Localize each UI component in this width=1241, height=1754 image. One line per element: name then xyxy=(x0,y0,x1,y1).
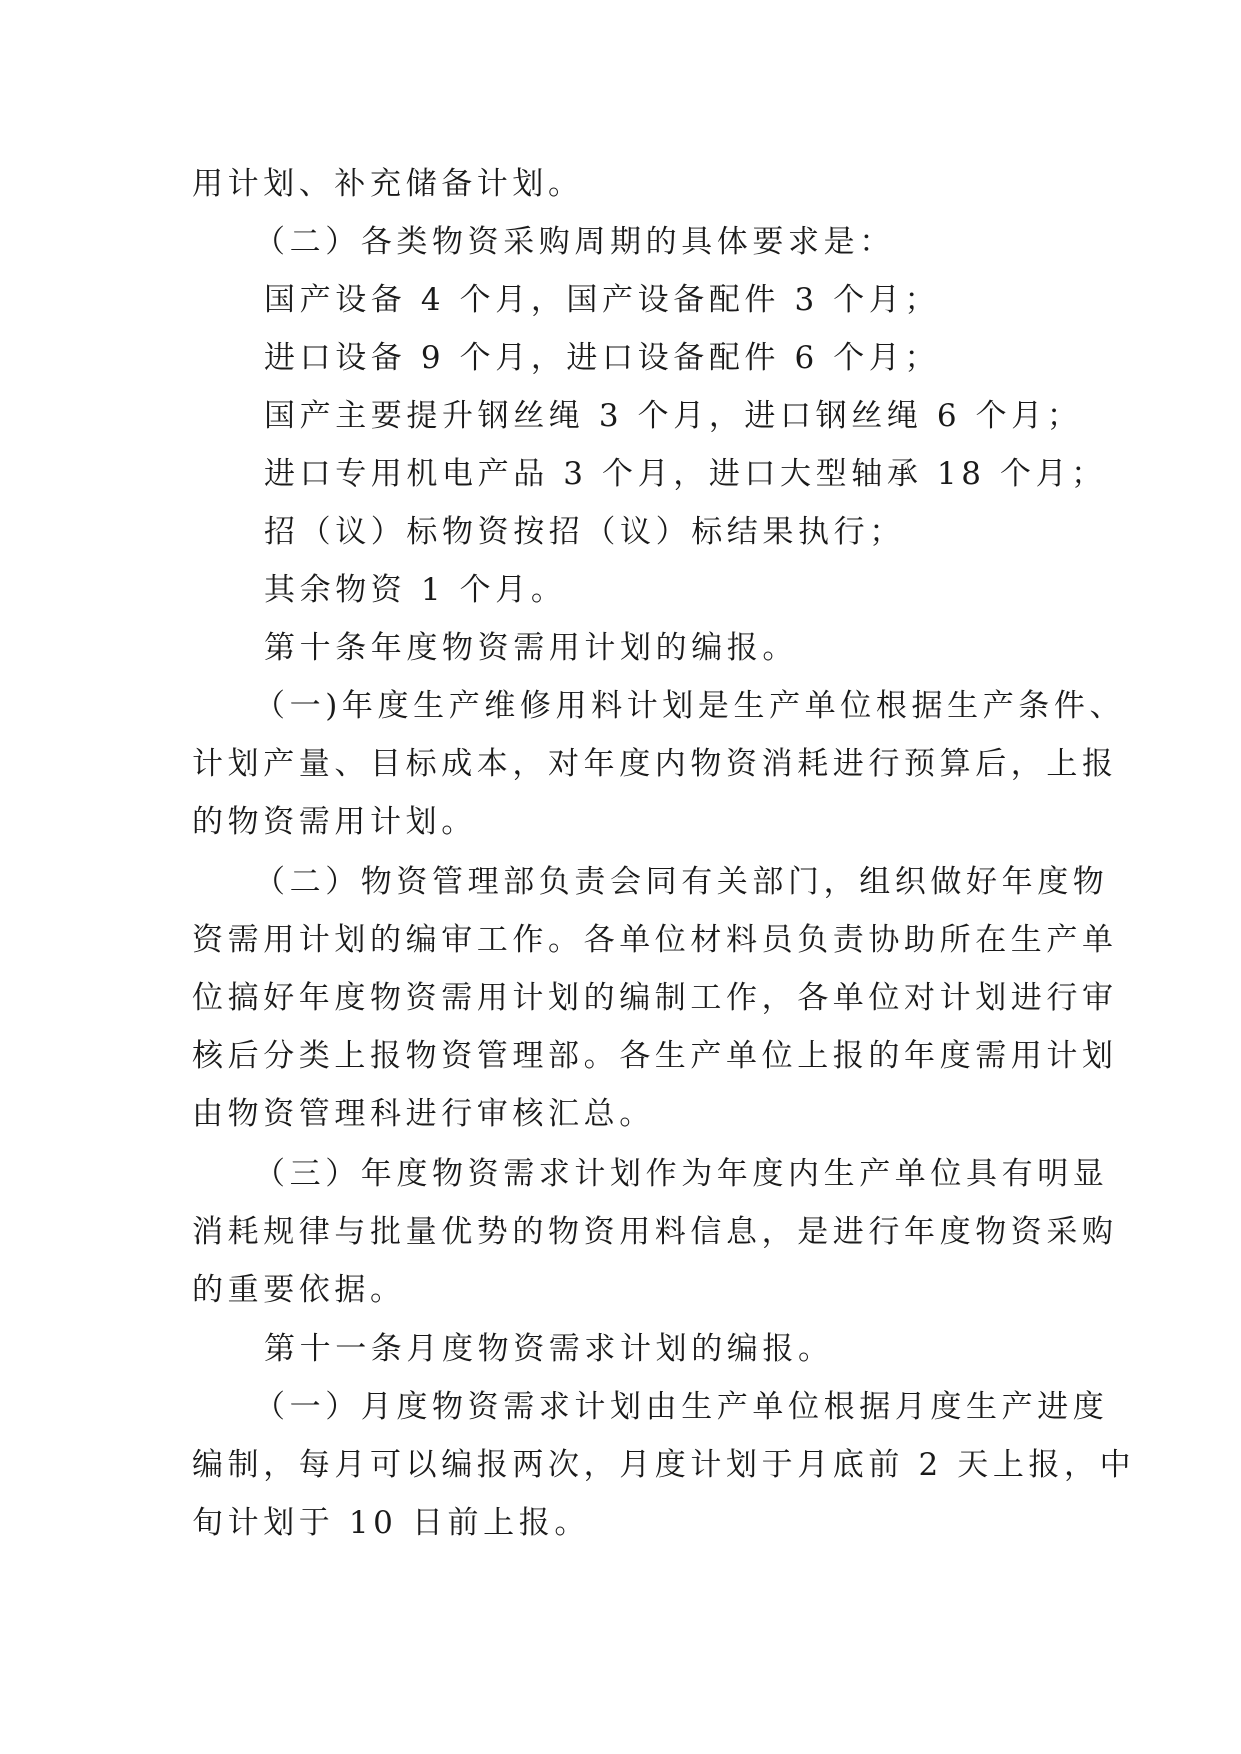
text-line: 国产设备 4 个月，国产设备配件 3 个月； xyxy=(264,282,941,318)
article-heading xyxy=(192,1320,1058,1378)
paragraph xyxy=(192,155,1058,213)
paragraph xyxy=(192,213,1058,271)
text-line: （二）物资管理部负责会同有关部门，组织做好年度物 xyxy=(254,864,1109,900)
paragraph xyxy=(192,853,1118,1143)
paragraph xyxy=(192,445,1107,503)
text-line: （一）月度物资需求计划由生产单位根据月度生产进度 xyxy=(254,1389,1109,1425)
paragraph xyxy=(192,271,1058,329)
text-line: 的物资需用计划。 xyxy=(192,804,477,840)
text-line: 第十一条月度物资需求计划的编报。 xyxy=(264,1331,834,1367)
text-line: 消耗规律与批量优势的物资用料信息，是进行年度物资采购 xyxy=(192,1214,1118,1250)
paragraph xyxy=(192,561,1058,619)
paragraph xyxy=(192,1145,1118,1319)
paragraph xyxy=(192,329,1058,387)
text-line: （三）年度物资需求计划作为年度内生产单位具有明显 xyxy=(254,1156,1109,1192)
text-line: 国产主要提升钢丝绳 3 个月，进口钢丝绳 6 个月； xyxy=(264,398,1083,434)
paragraph xyxy=(192,677,1126,851)
text-line: （二）各类物资采购周期的具体要求是： xyxy=(254,224,895,260)
text-line: 招（议）标物资按招（议）标结果执行； xyxy=(264,514,905,550)
text-line: 位搞好年度物资需用计划的编制工作，各单位对计划进行审 xyxy=(192,980,1118,1016)
text-line: 由物资管理科进行审核汇总。 xyxy=(192,1096,655,1132)
text-line: 计划产量、目标成本，对年度内物资消耗进行预算后，上报 xyxy=(192,746,1118,782)
paragraph xyxy=(192,387,1083,445)
text-line: 编制，每月可以编报两次，月度计划于月底前 2 天上报，中 xyxy=(192,1447,1136,1483)
text-line: 其余物资 1 个月。 xyxy=(264,572,567,608)
text-line: 第十条年度物资需用计划的编报。 xyxy=(264,630,798,666)
text-line: 旬计划于 10 日前上报。 xyxy=(192,1505,590,1541)
article-heading xyxy=(192,619,1058,677)
text-line: （一)年度生产维修用料计划是生产单位根据生产条件、 xyxy=(254,688,1126,724)
text-line: 用计划、补充储备计划。 xyxy=(192,166,584,202)
text-line: 进口设备 9 个月，进口设备配件 6 个月； xyxy=(264,340,941,376)
text-line: 的重要依据。 xyxy=(192,1272,406,1308)
text-line: 核后分类上报物资管理部。各生产单位上报的年度需用计划 xyxy=(192,1038,1118,1074)
paragraph xyxy=(192,503,1058,561)
text-line: 资需用计划的编审工作。各单位材料员负责协助所在生产单 xyxy=(192,922,1118,958)
text-line: 进口专用机电产品 3 个月，进口大型轴承 18 个月； xyxy=(264,456,1107,492)
paragraph xyxy=(192,1378,1136,1552)
